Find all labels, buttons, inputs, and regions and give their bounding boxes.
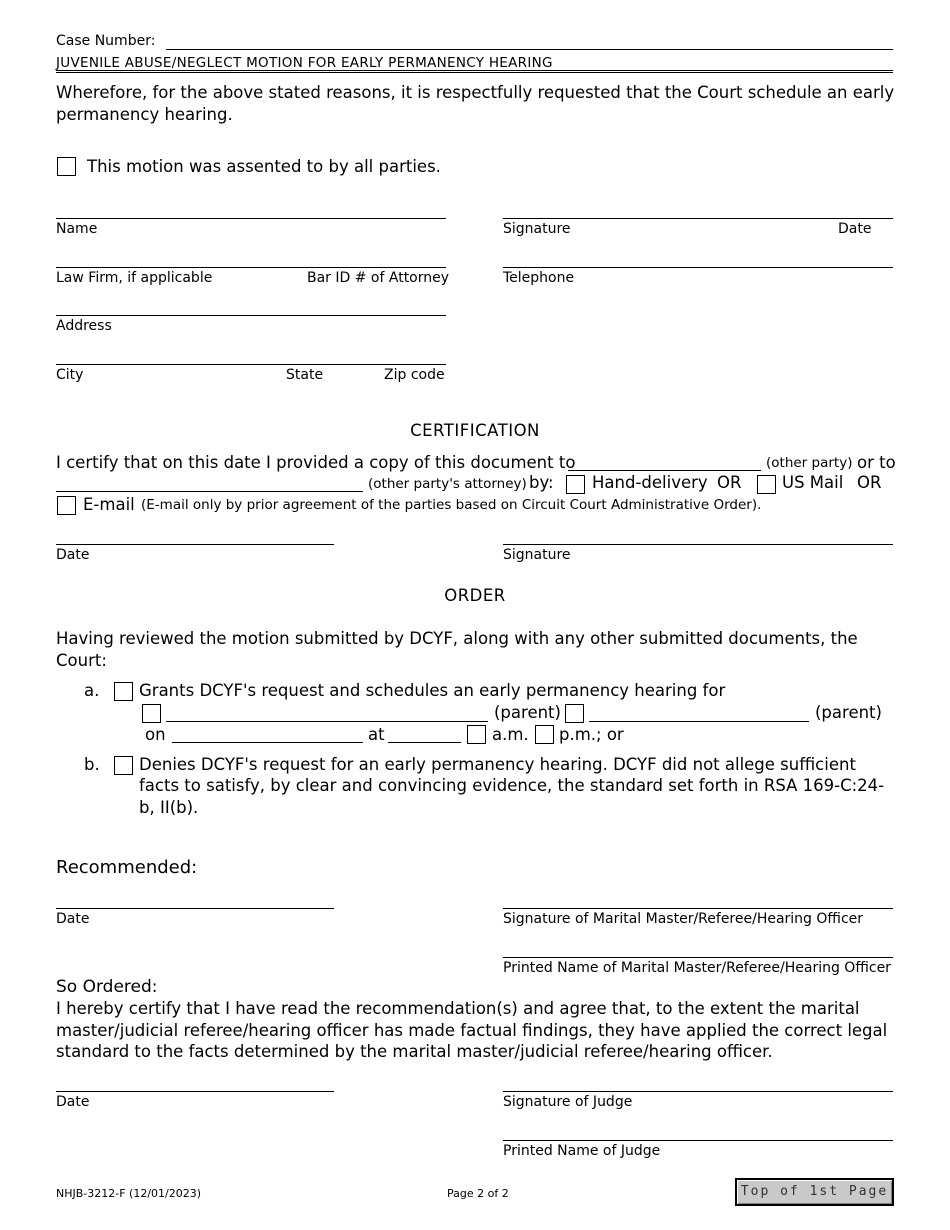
- grant-checkbox[interactable]: [114, 682, 133, 701]
- title-divider: [56, 70, 893, 71]
- form-id: NHJB-3212-F (12/01/2023): [56, 1187, 202, 1200]
- state-label: State: [286, 367, 324, 383]
- assent-checkbox[interactable]: [57, 157, 76, 176]
- date-label: Date: [838, 221, 872, 237]
- city-line[interactable]: [56, 364, 446, 365]
- judge-signature-label: Signature of Judge: [503, 1094, 633, 1110]
- assent-label: This motion was assented to by all parties.: [87, 157, 441, 176]
- email-label: E-mail: [83, 495, 135, 514]
- certification-signature-label: Signature: [503, 547, 571, 563]
- judge-printed-name-line[interactable]: [503, 1140, 893, 1141]
- or-label-1: OR: [717, 473, 742, 492]
- on-label: on: [145, 725, 166, 744]
- email-checkbox[interactable]: [57, 496, 76, 515]
- master-printed-name-line[interactable]: [503, 957, 893, 958]
- recommended-date-line[interactable]: [56, 908, 334, 909]
- judge-date-line[interactable]: [56, 1091, 334, 1092]
- judge-date-label: Date: [56, 1094, 90, 1110]
- master-signature-line[interactable]: [503, 908, 893, 909]
- name-label: Name: [56, 221, 98, 237]
- certification-date-label: Date: [56, 547, 90, 563]
- judge-signature-line[interactable]: [503, 1091, 893, 1092]
- hand-delivery-label: Hand-delivery: [592, 473, 708, 492]
- hearing-date-field[interactable]: [172, 742, 363, 743]
- law-firm-label: Law Firm, if applicable: [56, 270, 213, 286]
- parent2-label: (parent): [815, 703, 882, 722]
- so-ordered-heading: So Ordered:: [56, 977, 158, 997]
- certification-date-line[interactable]: [56, 544, 334, 545]
- recommended-date-label: Date: [56, 911, 90, 927]
- so-ordered-line1: I hereby certify that I have read the recommendation(s) and agree that, to the extent the marital: [56, 999, 860, 1018]
- master-printed-name-label: Printed Name of Marital Master/Referee/Hearing Officer: [503, 960, 891, 976]
- parent1-label: (parent): [494, 703, 561, 722]
- city-label: City: [56, 367, 84, 383]
- law-firm-line[interactable]: [56, 267, 446, 268]
- option-a-marker: a.: [84, 681, 100, 700]
- order-intro-line1: Having reviewed the motion submitted by DCYF, along with any other submitted documents, the: [56, 629, 858, 648]
- order-intro-line2: Court:: [56, 651, 107, 670]
- email-note: (E-mail only by prior agreement of the parties based on Circuit Court Administrative Order).: [141, 497, 762, 513]
- am-checkbox[interactable]: [467, 725, 486, 744]
- order-heading: ORDER: [444, 586, 506, 605]
- top-of-first-page-button[interactable]: Top of 1st Page: [735, 1178, 894, 1206]
- at-label: at: [368, 725, 385, 744]
- zip-label: Zip code: [384, 367, 445, 383]
- signature-label: Signature: [503, 221, 571, 237]
- title-divider-2: [56, 72, 893, 73]
- certification-signature-line[interactable]: [503, 544, 893, 545]
- parent1-checkbox[interactable]: [142, 704, 161, 723]
- parent2-field[interactable]: [589, 721, 809, 722]
- am-label: a.m.: [492, 725, 529, 744]
- us-mail-checkbox[interactable]: [757, 475, 776, 494]
- other-party-label: (other party): [766, 455, 853, 471]
- telephone-label: Telephone: [503, 270, 575, 286]
- parent1-field[interactable]: [166, 721, 488, 722]
- case-number-label: Case Number:: [56, 33, 156, 49]
- hand-delivery-checkbox[interactable]: [566, 475, 585, 494]
- name-line[interactable]: [56, 218, 446, 219]
- request-text-line2: permanency hearing.: [56, 105, 233, 124]
- option-b-marker: b.: [84, 755, 100, 774]
- other-party-attorney-label: (other party's attorney): [368, 476, 527, 492]
- bar-id-label: Bar ID # of Attorney: [307, 270, 450, 286]
- or-to-label: or to: [857, 453, 896, 472]
- deny-text-line1: Denies DCYF's request for an early permanency hearing. DCYF did not allege sufficient: [139, 755, 856, 774]
- pm-label: p.m.; or: [559, 725, 624, 744]
- other-party-field[interactable]: [568, 470, 761, 471]
- hearing-time-field[interactable]: [388, 742, 461, 743]
- parent2-checkbox[interactable]: [565, 704, 584, 723]
- certification-heading: CERTIFICATION: [410, 421, 540, 440]
- or-label-2: OR: [857, 473, 882, 492]
- deny-text-line3: b, II(b).: [139, 798, 199, 817]
- other-party-attorney-field[interactable]: [56, 491, 363, 492]
- address-label: Address: [56, 318, 112, 334]
- pm-checkbox[interactable]: [535, 725, 554, 744]
- signature-line[interactable]: [503, 218, 893, 219]
- request-text-line1: Wherefore, for the above stated reasons, it is respectfully requested that the Court schedule an early: [56, 83, 895, 102]
- page-number: Page 2 of 2: [447, 1187, 509, 1200]
- master-signature-label: Signature of Marital Master/Referee/Hearing Officer: [503, 911, 864, 927]
- form-title: JUVENILE ABUSE/NEGLECT MOTION FOR EARLY PERMANENCY HEARING: [56, 55, 553, 71]
- deny-text-line2: facts to satisfy, by clear and convincing evidence, the standard set forth in RSA 169-C:24-: [139, 776, 885, 795]
- certification-line1: I certify that on this date I provided a copy of this document to: [56, 453, 576, 472]
- recommended-heading: Recommended:: [56, 857, 198, 878]
- so-ordered-line2: master/judicial referee/hearing officer has made factual findings, they have applied the correct legal: [56, 1021, 888, 1040]
- us-mail-label: US Mail: [782, 473, 844, 492]
- grant-text: Grants DCYF's request and schedules an early permanency hearing for: [139, 681, 726, 700]
- deny-checkbox[interactable]: [114, 756, 133, 775]
- case-number-field[interactable]: [166, 49, 893, 50]
- telephone-line[interactable]: [503, 267, 893, 268]
- by-label: by:: [529, 473, 554, 492]
- so-ordered-line3: standard to the facts determined by the marital master/judicial referee/hearing officer.: [56, 1042, 773, 1061]
- judge-printed-name-label: Printed Name of Judge: [503, 1143, 661, 1159]
- address-line[interactable]: [56, 315, 446, 316]
